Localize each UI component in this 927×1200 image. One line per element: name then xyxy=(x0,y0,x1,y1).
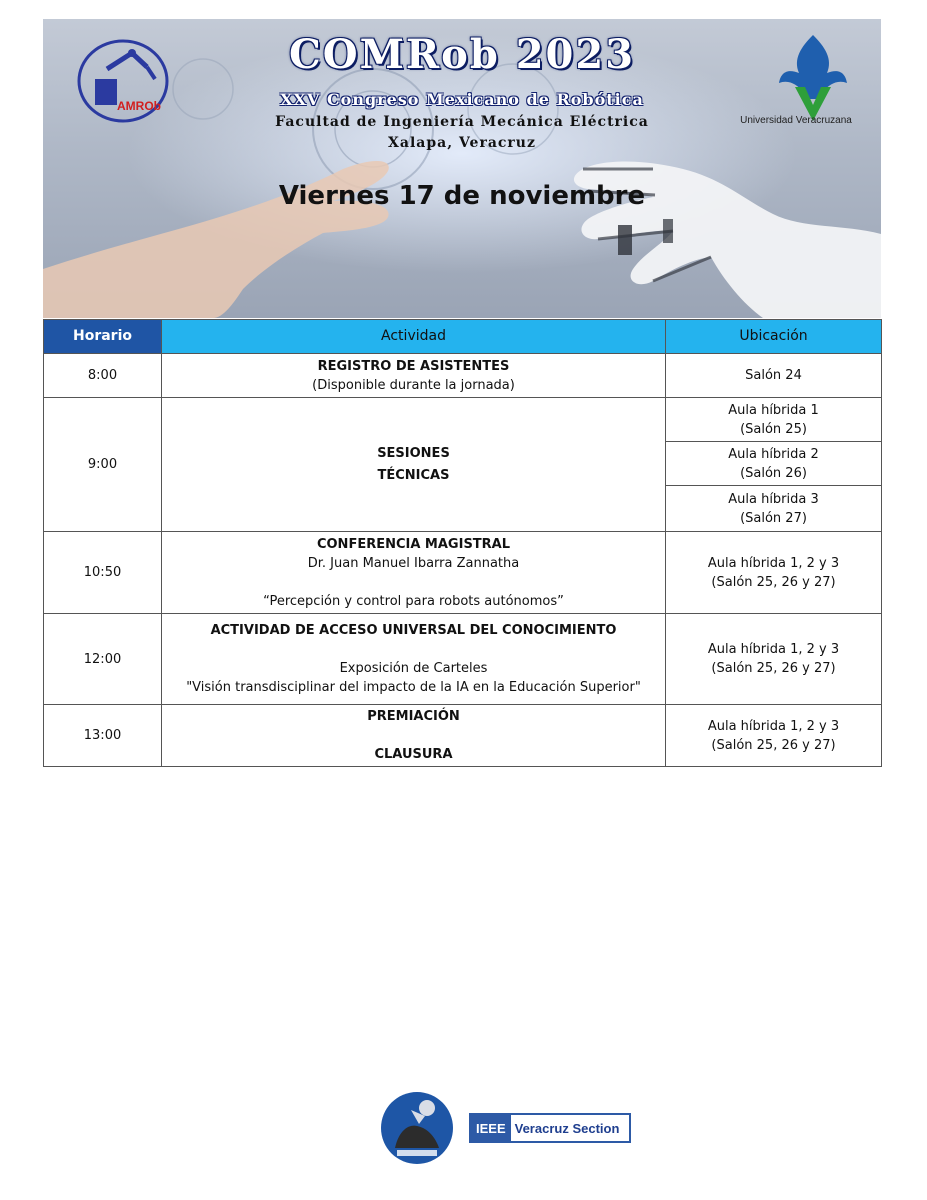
row-location xyxy=(666,614,882,705)
table-row xyxy=(44,354,882,398)
row-location xyxy=(666,486,882,532)
activity-line: REGISTRO DE ASISTENTES xyxy=(317,358,510,374)
activity-line: (Disponible durante la jornada) xyxy=(312,377,515,393)
row-time: 12:00 xyxy=(44,614,162,705)
activity-line: PREMIACIÓN xyxy=(367,709,460,724)
event-date: Viernes 17 de noviembre xyxy=(278,181,646,211)
activity-line: Exposición de Carteles xyxy=(339,661,488,676)
row-time: 9:00 xyxy=(44,398,162,532)
row-location: Salón 24 xyxy=(666,354,882,398)
location-line: Aula híbrida 1, 2 y 3 xyxy=(707,642,840,657)
table-header-row xyxy=(44,320,882,354)
event-faculty: Facultad de Ingeniería Mecánica Eléctrica xyxy=(275,114,649,130)
location-line: (Salón 25, 26 y 27) xyxy=(711,661,836,676)
activity-line: CLAUSURA xyxy=(374,747,453,762)
ieee-veracruz-logo xyxy=(469,1113,631,1143)
row-activity xyxy=(162,354,666,398)
uv-logo-label: Universidad Veracruzana xyxy=(740,115,852,126)
activity-line: ACTIVIDAD DE ACCESO UNIVERSAL DEL CONOCIMIENTO xyxy=(210,623,617,638)
schedule-table xyxy=(43,319,882,767)
row-location xyxy=(666,398,882,442)
header-time: Horario xyxy=(44,320,162,354)
location-line: Aula híbrida 1, 2 y 3 xyxy=(707,718,840,734)
ieee-section-name: Veracruz Section xyxy=(514,1120,620,1136)
row-activity xyxy=(162,532,666,614)
event-location: Xalapa, Veracruz xyxy=(388,135,536,151)
event-subtitle: XXV Congreso Mexicano de Robótica xyxy=(280,90,644,109)
row-time: 10:50 xyxy=(44,532,162,614)
header-activity: Actividad xyxy=(162,320,666,354)
row-location xyxy=(666,442,882,486)
location-line: (Salón 25, 26 y 27) xyxy=(711,737,836,753)
activity-line: CONFERENCIA MAGISTRAL xyxy=(316,536,511,552)
row-time: 8:00 xyxy=(44,354,162,398)
row-activity xyxy=(162,705,666,767)
activity-line: Dr. Juan Manuel Ibarra Zannatha xyxy=(307,555,520,571)
table-row xyxy=(44,532,882,614)
event-title: COMRob 2023 xyxy=(288,31,636,78)
activity-line xyxy=(166,573,661,592)
amrob-logo-text: AMROb xyxy=(117,99,161,113)
activity-line: "Visión transdisciplinar del impacto de la IA en la Educación Superior" xyxy=(186,680,641,695)
activity-line xyxy=(166,640,661,659)
activity-line: SESIONES xyxy=(377,445,450,461)
row-location xyxy=(666,705,882,767)
row-activity xyxy=(162,398,666,532)
header-location: Ubicación xyxy=(666,320,882,354)
location-line: (Salón 26) xyxy=(740,465,807,481)
location-line: (Salón 27) xyxy=(740,510,807,526)
table-row xyxy=(44,398,882,442)
location-line: Aula híbrida 1 xyxy=(728,402,819,418)
activity-line xyxy=(166,726,661,745)
transdisciplinary-emblem-icon xyxy=(375,1090,459,1166)
row-time: 13:00 xyxy=(44,705,162,767)
activity-line: “Percepción y control para robots autónomos” xyxy=(263,593,564,609)
location-line: (Salón 25) xyxy=(740,421,807,437)
table-row xyxy=(44,614,882,705)
location-line: Aula híbrida 1, 2 y 3 xyxy=(707,555,840,571)
table-row xyxy=(44,705,882,767)
ieee-tag: IEEE xyxy=(471,1115,511,1141)
activity-line: TÉCNICAS xyxy=(377,467,450,483)
location-line: (Salón 25, 26 y 27) xyxy=(711,574,836,590)
header-banner xyxy=(43,19,881,318)
row-location xyxy=(666,532,882,614)
row-activity xyxy=(162,614,666,705)
location-line: Aula híbrida 3 xyxy=(728,491,819,507)
location-line: Aula híbrida 2 xyxy=(728,446,819,462)
